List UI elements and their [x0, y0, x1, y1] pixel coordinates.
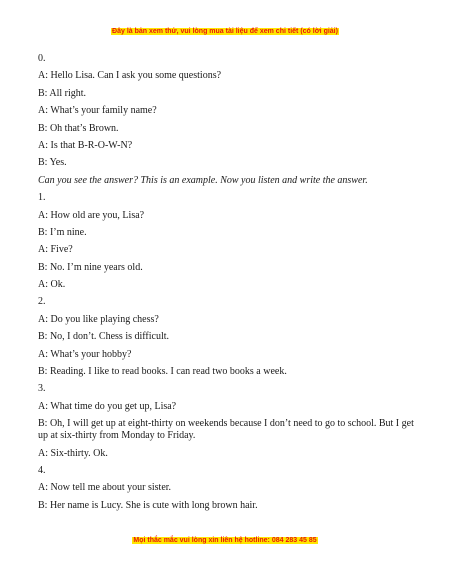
- transcript-line: B: No, I don’t. Chess is difficult.: [38, 331, 170, 343]
- transcript-line: A: How old are you, Lisa?: [38, 209, 145, 221]
- transcript-line: A: Is that B-R-O-W-N?: [38, 139, 133, 151]
- transcript-line: A: Six-thirty. Ok.: [38, 447, 108, 459]
- preview-notice-banner: [0, 27, 450, 37]
- transcript-line: B: Oh that’s Brown.: [38, 122, 119, 134]
- transcript-line: A: Five?: [38, 244, 73, 256]
- transcript-line: B: Yes.: [38, 157, 67, 169]
- transcript-line: B: No. I’m nine years old.: [38, 261, 143, 273]
- hotline-text: Mọi thắc mắc vui lòng xin liên hệ hotline: 084 283 45 85: [133, 537, 317, 544]
- transcript-line: B: I’m nine.: [38, 226, 87, 238]
- transcript-body: [38, 53, 418, 517]
- transcript-line: A: Now tell me about your sister.: [38, 482, 172, 494]
- transcript-line: 2.: [38, 296, 46, 308]
- preview-notice-text: Đây là bản xem thử, vui lòng mua tài liệu để xem chi tiết (có lời giải): [112, 28, 338, 35]
- transcript-line: 3.: [38, 383, 46, 395]
- hotline-footer-banner: [0, 536, 450, 546]
- transcript-line: B: Her name is Lucy. She is cute with long brown hair.: [38, 499, 258, 511]
- transcript-line: A: What time do you get up, Lisa?: [38, 400, 177, 412]
- instruction-line: Can you see the answer? This is an example. Now you listen and write the answer.: [38, 174, 368, 186]
- transcript-line: B: Oh, I will get up at eight-thirty on weekends because I don’t need to go to school. But I get up at six-thirty from Monday to Friday.: [38, 418, 414, 442]
- transcript-line: 4.: [38, 464, 46, 476]
- transcript-line: 0.: [38, 53, 46, 64]
- transcript-line: A: Hello Lisa. Can I ask you some questions?: [38, 70, 222, 82]
- transcript-line: A: Ok.: [38, 279, 66, 291]
- transcript-line: A: What’s your hobby?: [38, 348, 132, 360]
- transcript-line: B: Reading. I like to read books. I can read two books a week.: [38, 366, 287, 378]
- transcript-line: 1.: [38, 192, 46, 204]
- transcript-line: A: What’s your family name?: [38, 105, 157, 117]
- transcript-line: A: Do you like playing chess?: [38, 313, 159, 325]
- transcript-line: B: All right.: [38, 87, 87, 99]
